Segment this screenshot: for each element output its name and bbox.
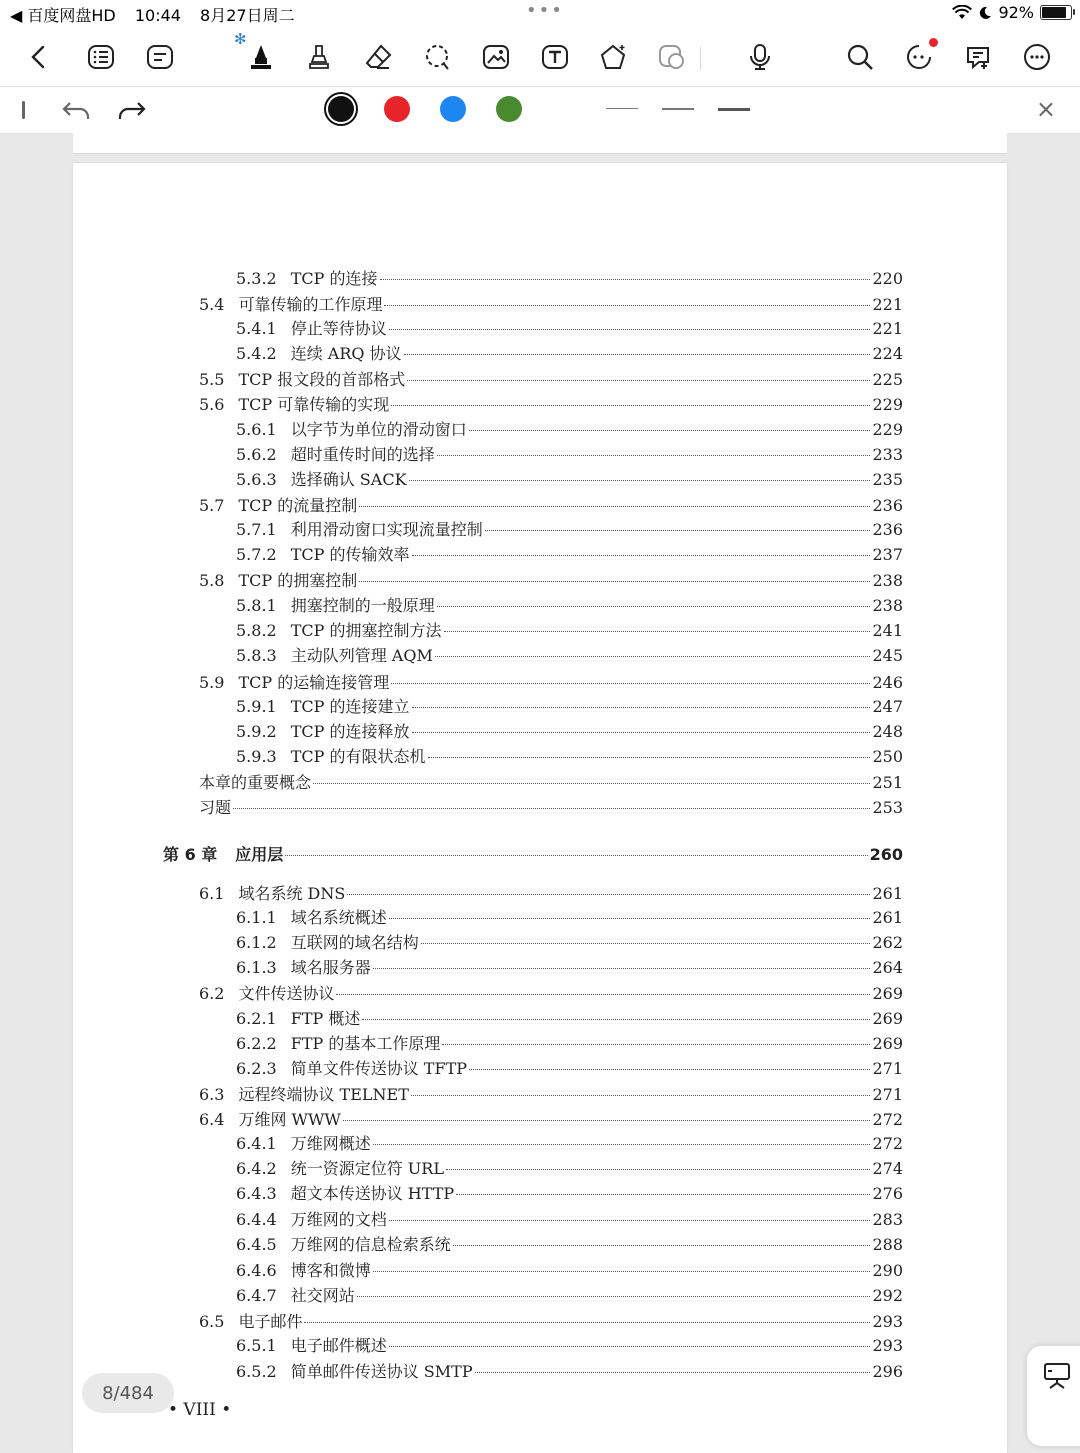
toc-entry-title: 以字节为单位的滑动窗口 bbox=[290, 420, 467, 439]
marker-pen-icon[interactable] bbox=[244, 40, 278, 74]
color-swatch-green[interactable] bbox=[496, 96, 522, 122]
toc-entry-number: 5.7 bbox=[199, 496, 225, 515]
toc-entry[interactable] bbox=[163, 842, 903, 864]
toc-leader-dots bbox=[336, 994, 870, 995]
notification-dot bbox=[929, 38, 938, 47]
toc-entry-title: FTP 概述 bbox=[290, 1009, 361, 1028]
toc-entry-title: 简单邮件传送协议 SMTP bbox=[290, 1362, 473, 1381]
toc-entry[interactable] bbox=[236, 442, 903, 464]
toc-entry[interactable] bbox=[236, 1258, 903, 1280]
toc-entry-page: 288 bbox=[872, 1235, 903, 1254]
wifi-icon bbox=[952, 5, 972, 21]
stroke-thin[interactable] bbox=[606, 108, 638, 109]
toc-entry[interactable] bbox=[236, 643, 903, 665]
ai-assistant-icon[interactable] bbox=[902, 40, 936, 74]
toc-entry-page: 221 bbox=[872, 295, 903, 314]
toc-entry-title: 习题 bbox=[199, 798, 232, 817]
toc-entry-title: 统一资源定位符 URL bbox=[290, 1159, 444, 1178]
toc-entry-title: TCP 的传输效率 bbox=[290, 545, 410, 564]
toc-entry-number: 6.2.3 bbox=[236, 1059, 277, 1078]
add-note-icon[interactable] bbox=[961, 40, 995, 74]
toc-leader-dots bbox=[469, 1069, 870, 1070]
toc-entry-page: 229 bbox=[872, 395, 903, 414]
toc-entry-number: 5.8.3 bbox=[236, 646, 277, 665]
toc-entry-page: 269 bbox=[872, 984, 903, 1003]
toc-entry-title: 电子邮件概述 bbox=[290, 1336, 387, 1355]
toc-entry-page: 274 bbox=[872, 1159, 903, 1178]
toc-entry-page: 262 bbox=[872, 933, 903, 952]
toc-entry-page: 236 bbox=[872, 520, 903, 539]
toc-leader-dots bbox=[391, 405, 870, 406]
toc-entry-page: 238 bbox=[872, 596, 903, 615]
toc-entry[interactable] bbox=[236, 467, 903, 489]
toc-leader-dots bbox=[412, 707, 871, 708]
toc-entry-number: 5.9.1 bbox=[236, 697, 277, 716]
toc-entry-number: 6.4.6 bbox=[236, 1261, 277, 1280]
toc-leader-dots bbox=[373, 1144, 871, 1145]
color-swatch-black[interactable] bbox=[328, 96, 354, 122]
toc-leader-dots bbox=[380, 279, 871, 280]
toc-leader-dots bbox=[389, 1346, 871, 1347]
multitasking-dots-icon[interactable]: ••• bbox=[526, 0, 564, 21]
toc-entry-title: 本章的重要概念 bbox=[199, 773, 312, 792]
status-bar bbox=[0, 0, 1080, 26]
toc-entry-number: 6.1.3 bbox=[236, 958, 277, 977]
toc-entry-page: 220 bbox=[872, 269, 903, 288]
annotation-toolbar bbox=[0, 26, 1080, 87]
toc-entry-number: 5.9.3 bbox=[236, 747, 277, 766]
toc-entry-page: 260 bbox=[869, 845, 903, 864]
notes-list-icon[interactable] bbox=[143, 40, 177, 74]
toc-entry[interactable] bbox=[236, 1131, 903, 1153]
toc-entry-number: 6.4.7 bbox=[236, 1286, 277, 1305]
toc-entry-number: 5.6 bbox=[199, 395, 225, 414]
toc-leader-dots bbox=[409, 480, 871, 481]
battery-icon bbox=[1040, 5, 1072, 20]
toc-entry-page: 251 bbox=[872, 773, 903, 792]
toc-entry[interactable] bbox=[236, 694, 903, 716]
toc-entry-page: 283 bbox=[872, 1210, 903, 1229]
toc-leader-dots bbox=[469, 430, 871, 431]
undo-icon[interactable] bbox=[60, 95, 94, 129]
toc-entry-title: 万维网的文档 bbox=[290, 1210, 387, 1229]
toc-entry-number: 6.4.5 bbox=[236, 1235, 277, 1254]
toc-entry-number: 6.5.1 bbox=[236, 1336, 277, 1355]
toc-leader-dots bbox=[446, 1169, 870, 1170]
toc-entry-page: 246 bbox=[872, 673, 903, 692]
toc-entry-title: 社交网站 bbox=[290, 1286, 355, 1305]
toc-entry[interactable] bbox=[236, 930, 903, 952]
toc-entry-page: 269 bbox=[872, 1034, 903, 1053]
toc-entry-title: 选择确认 SACK bbox=[290, 470, 407, 489]
toc-entry[interactable] bbox=[236, 542, 903, 564]
toc-leader-dots bbox=[233, 808, 870, 809]
toc-entry-title: TCP 的连接释放 bbox=[290, 722, 410, 741]
toc-entry[interactable] bbox=[199, 1107, 903, 1129]
toc-entry[interactable] bbox=[236, 618, 903, 640]
toc-leader-dots bbox=[442, 1044, 870, 1045]
toc-entry-title: TCP 的连接建立 bbox=[290, 697, 410, 716]
stroke-medium[interactable] bbox=[662, 108, 694, 110]
toc-entry-number: 5.9 bbox=[199, 673, 225, 692]
toc-entry-page: 276 bbox=[872, 1184, 903, 1203]
close-icon[interactable]: × bbox=[1035, 95, 1056, 123]
color-swatch-blue[interactable] bbox=[440, 96, 466, 122]
toc-entry[interactable] bbox=[236, 1232, 903, 1254]
toc-entry-page: 225 bbox=[872, 370, 903, 389]
toc-leader-dots bbox=[456, 1194, 870, 1195]
toc-entry-number: 6.4.1 bbox=[236, 1134, 277, 1153]
pen-settings-bar bbox=[0, 87, 1080, 134]
toc-entry-number: 6.5 bbox=[199, 1312, 225, 1331]
toc-leader-dots bbox=[437, 606, 871, 607]
toc-entry-page: 250 bbox=[872, 747, 903, 766]
more-icon[interactable] bbox=[1020, 40, 1054, 74]
toc-entry-number: 6.1.2 bbox=[236, 933, 277, 952]
toc-entry-page: 247 bbox=[872, 697, 903, 716]
toc-leader-dots bbox=[389, 918, 871, 919]
toc-entry-title: TCP 的拥塞控制方法 bbox=[290, 621, 442, 640]
page-indicator[interactable]: 8/484 bbox=[82, 1373, 174, 1413]
search-icon[interactable] bbox=[843, 40, 877, 74]
bluetooth-icon: ✻ bbox=[234, 30, 247, 48]
moon-icon bbox=[978, 6, 992, 20]
toc-entry-title: 万维网的信息检索系统 bbox=[290, 1235, 451, 1254]
toc-entry-number: 6.4.4 bbox=[236, 1210, 277, 1229]
redo-icon[interactable] bbox=[114, 95, 148, 129]
toc-entry[interactable] bbox=[199, 392, 903, 414]
toc-entry-title: 域名服务器 bbox=[290, 958, 371, 977]
toc-entry-number: 6.1 bbox=[199, 884, 225, 903]
text-tool-icon[interactable] bbox=[538, 40, 572, 74]
toc-entry-title: FTP 的基本工作原理 bbox=[290, 1034, 441, 1053]
toc-leader-dots bbox=[453, 1245, 871, 1246]
toc-entry-title: 万维网概述 bbox=[290, 1134, 371, 1153]
toc-entry-number: 5.4.1 bbox=[236, 319, 277, 338]
toc-leader-dots bbox=[359, 506, 870, 507]
toc-entry[interactable] bbox=[199, 770, 903, 792]
lasso-icon[interactable] bbox=[420, 40, 454, 74]
toc-entry[interactable] bbox=[199, 670, 903, 692]
toc-leader-dots bbox=[391, 683, 870, 684]
toc-entry-page: 261 bbox=[872, 908, 903, 927]
toc-entry-page: 293 bbox=[872, 1312, 903, 1331]
toc-entry[interactable] bbox=[236, 955, 903, 977]
toc-entry-page: 236 bbox=[872, 496, 903, 515]
drag-handle[interactable] bbox=[22, 101, 25, 119]
toc-entry-number: 5.6.2 bbox=[236, 445, 277, 464]
toc-entry[interactable] bbox=[236, 1333, 903, 1355]
toc-entry-page: 237 bbox=[872, 545, 903, 564]
toc-entry-title: 超文本传送协议 HTTP bbox=[290, 1184, 455, 1203]
page-folio: • VIII • bbox=[168, 1400, 232, 1420]
toc-leader-dots bbox=[389, 329, 871, 330]
toc-entry[interactable] bbox=[236, 417, 903, 439]
sticker-icon[interactable] bbox=[655, 40, 689, 74]
shape-icon[interactable] bbox=[596, 40, 630, 74]
toc-entry-page: 224 bbox=[872, 344, 903, 363]
toc-entry[interactable] bbox=[199, 367, 903, 389]
toc-entry-page: 292 bbox=[872, 1286, 903, 1305]
toc-entry-page: 272 bbox=[872, 1134, 903, 1153]
highlighter-icon[interactable] bbox=[302, 40, 336, 74]
image-icon[interactable] bbox=[479, 40, 513, 74]
toc-leader-dots bbox=[412, 555, 871, 556]
toc-entry-page: 269 bbox=[872, 1009, 903, 1028]
toc-entry-number: 5.6.1 bbox=[236, 420, 277, 439]
toc-entry-page: 264 bbox=[872, 958, 903, 977]
toc-leader-dots bbox=[428, 757, 871, 758]
toc-entry-page: 241 bbox=[872, 621, 903, 640]
toc-entry[interactable] bbox=[199, 881, 903, 903]
toc-entry[interactable] bbox=[236, 341, 903, 363]
outline-icon[interactable] bbox=[84, 40, 118, 74]
toc-entry-page: 271 bbox=[872, 1059, 903, 1078]
toc-entry-title: TCP 报文段的首部格式 bbox=[238, 370, 406, 389]
toc-leader-dots bbox=[304, 1322, 870, 1323]
toc-leader-dots bbox=[411, 1095, 871, 1096]
toc-entry-number: 6.4 bbox=[199, 1110, 225, 1129]
toc-entry-number: 6.5.2 bbox=[236, 1362, 277, 1381]
toc-entry[interactable] bbox=[199, 981, 903, 1003]
toc-entry-title: TCP 的运输连接管理 bbox=[238, 673, 390, 692]
toc-entry-number: 5.4 bbox=[199, 295, 225, 314]
toc-entry-title: 博客和微博 bbox=[290, 1261, 371, 1280]
toc-leader-dots bbox=[475, 1372, 871, 1373]
toc-entry-page: 253 bbox=[872, 798, 903, 817]
toc-entry[interactable] bbox=[236, 1031, 903, 1053]
toc-entry-page: 272 bbox=[872, 1110, 903, 1129]
toc-entry-title: TCP 的拥塞控制 bbox=[238, 571, 358, 590]
toc-leader-dots bbox=[437, 455, 871, 456]
back-to-app-link[interactable]: ◀ 百度网盘HD bbox=[10, 6, 116, 25]
toc-entry-number: 5.4.2 bbox=[236, 344, 277, 363]
toc-entry-number: 6.2.1 bbox=[236, 1009, 277, 1028]
toc-entry-title: 应用层 bbox=[235, 845, 284, 864]
toc-entry[interactable] bbox=[236, 719, 903, 741]
toc-entry-title: 拥塞控制的一般原理 bbox=[290, 596, 435, 615]
toc-entry[interactable] bbox=[199, 292, 903, 314]
toc-entry-page: 290 bbox=[872, 1261, 903, 1280]
toc-entry[interactable] bbox=[199, 795, 903, 817]
battery-percent: 92% bbox=[998, 3, 1034, 22]
toc-entry-title: TCP 的有限状态机 bbox=[290, 747, 426, 766]
toc-entry-page: 235 bbox=[872, 470, 903, 489]
toc-entry-number: 6.1.1 bbox=[236, 908, 277, 927]
toc-entry-title: 超时重传时间的选择 bbox=[290, 445, 435, 464]
toc-leader-dots bbox=[373, 1271, 871, 1272]
toc-entry-title: 域名系统 DNS bbox=[238, 884, 346, 903]
toc-leader-dots bbox=[384, 305, 870, 306]
toc-entry-title: 简单文件传送协议 TFTP bbox=[290, 1059, 468, 1078]
previous-page-edge bbox=[73, 133, 1007, 154]
toc-entry-title: 互联网的域名结构 bbox=[290, 933, 419, 952]
toolbar-divider bbox=[700, 46, 701, 70]
toc-entry-title: 停止等待协议 bbox=[290, 319, 387, 338]
color-swatch-red[interactable] bbox=[384, 96, 410, 122]
toc-entry[interactable] bbox=[236, 1207, 903, 1229]
toc-entry[interactable] bbox=[236, 1359, 903, 1381]
document-page bbox=[73, 163, 1007, 1453]
toc-entry[interactable] bbox=[236, 1156, 903, 1178]
toc-leader-dots bbox=[343, 1120, 871, 1121]
toc-leader-dots bbox=[347, 894, 870, 895]
toc-entry[interactable] bbox=[236, 1006, 903, 1028]
toc-entry-title: 文件传送协议 bbox=[238, 984, 335, 1003]
toc-entry-number: 6.2.2 bbox=[236, 1034, 277, 1053]
toc-entry[interactable] bbox=[199, 1082, 903, 1104]
toc-entry[interactable] bbox=[199, 1309, 903, 1331]
toc-entry-title: 电子邮件 bbox=[238, 1312, 303, 1331]
toc-entry-number: 第 6 章 bbox=[163, 845, 218, 864]
toc-leader-dots bbox=[357, 1296, 871, 1297]
toc-leader-dots bbox=[373, 968, 871, 969]
toc-entry-number: 6.3 bbox=[199, 1085, 225, 1104]
status-right bbox=[952, 3, 1072, 22]
toc-entry-number: 6.4.2 bbox=[236, 1159, 277, 1178]
toc-entry[interactable] bbox=[236, 905, 903, 927]
toc-entry-number: 5.9.2 bbox=[236, 722, 277, 741]
stroke-thick[interactable] bbox=[718, 108, 750, 111]
status-date: 8月27日周二 bbox=[200, 6, 295, 25]
toc-entry[interactable] bbox=[236, 266, 903, 288]
toc-leader-dots bbox=[285, 855, 867, 856]
toc-entry-number: 5.7.2 bbox=[236, 545, 277, 564]
toc-leader-dots bbox=[435, 656, 871, 657]
toc-entry-page: 229 bbox=[872, 420, 903, 439]
presentation-button[interactable] bbox=[1027, 1346, 1080, 1446]
toc-entry-number: 5.3.2 bbox=[236, 269, 277, 288]
toc-entry-number: 5.5 bbox=[199, 370, 225, 389]
toc-entry-page: 248 bbox=[872, 722, 903, 741]
eraser-icon[interactable] bbox=[361, 40, 395, 74]
toc-entry[interactable] bbox=[236, 316, 903, 338]
toc-entry-number: 6.4.3 bbox=[236, 1184, 277, 1203]
toc-leader-dots bbox=[412, 732, 871, 733]
toc-entry-number: 5.8 bbox=[199, 571, 225, 590]
toc-entry-title: 利用滑动窗口实现流量控制 bbox=[290, 520, 483, 539]
toc-entry-title: 可靠传输的工作原理 bbox=[238, 295, 383, 314]
toc-entry[interactable] bbox=[236, 517, 903, 539]
toc-entry-page: 293 bbox=[872, 1336, 903, 1355]
toc-entry[interactable] bbox=[236, 744, 903, 766]
toc-entry-number: 5.6.3 bbox=[236, 470, 277, 489]
toc-entry-title: 万维网 WWW bbox=[238, 1110, 341, 1129]
toc-entry-page: 233 bbox=[872, 445, 903, 464]
toc-entry[interactable] bbox=[199, 493, 903, 515]
toc-entry-page: 271 bbox=[872, 1085, 903, 1104]
toc-entry-title: TCP 的流量控制 bbox=[238, 496, 358, 515]
battery-fill bbox=[1042, 7, 1066, 18]
toc-entry-page: 261 bbox=[872, 884, 903, 903]
toc-entry-title: 远程终端协议 TELNET bbox=[238, 1085, 409, 1104]
status-time: 10:44 bbox=[134, 6, 181, 25]
toc-entry[interactable] bbox=[199, 568, 903, 590]
toc-entry-title: 域名系统概述 bbox=[290, 908, 387, 927]
toc-leader-dots bbox=[485, 530, 871, 531]
record-icon[interactable] bbox=[743, 40, 777, 74]
toc-entry-title: 主动队列管理 AQM bbox=[290, 646, 433, 665]
toc-entry-page: 245 bbox=[872, 646, 903, 665]
toc-entry-title: TCP 可靠传输的实现 bbox=[238, 395, 390, 414]
toc-leader-dots bbox=[389, 1220, 871, 1221]
toc-leader-dots bbox=[404, 354, 871, 355]
back-icon[interactable] bbox=[22, 40, 56, 74]
toc-entry-number: 6.2 bbox=[199, 984, 225, 1003]
toc-entry-number: 5.7.1 bbox=[236, 520, 277, 539]
toc-entry[interactable] bbox=[236, 1056, 903, 1078]
toc-entry-number: 5.8.2 bbox=[236, 621, 277, 640]
presentation-icon bbox=[1042, 1360, 1072, 1390]
toc-entry-page: 296 bbox=[872, 1362, 903, 1381]
toc-leader-dots bbox=[407, 380, 870, 381]
status-left bbox=[10, 3, 309, 26]
toc-leader-dots bbox=[359, 581, 870, 582]
toc-leader-dots bbox=[421, 943, 871, 944]
toc-entry-page: 221 bbox=[872, 319, 903, 338]
toc-leader-dots bbox=[362, 1019, 870, 1020]
toc-entry-number: 5.8.1 bbox=[236, 596, 277, 615]
toc-entry-title: 连续 ARQ 协议 bbox=[290, 344, 402, 363]
toc-entry[interactable] bbox=[236, 593, 903, 615]
toc-entry[interactable] bbox=[236, 1283, 903, 1305]
toc-entry-title: TCP 的连接 bbox=[290, 269, 378, 288]
toc-leader-dots bbox=[313, 783, 870, 784]
toc-leader-dots bbox=[444, 631, 871, 632]
toc-entry[interactable] bbox=[236, 1181, 903, 1203]
toc-entry-page: 238 bbox=[872, 571, 903, 590]
